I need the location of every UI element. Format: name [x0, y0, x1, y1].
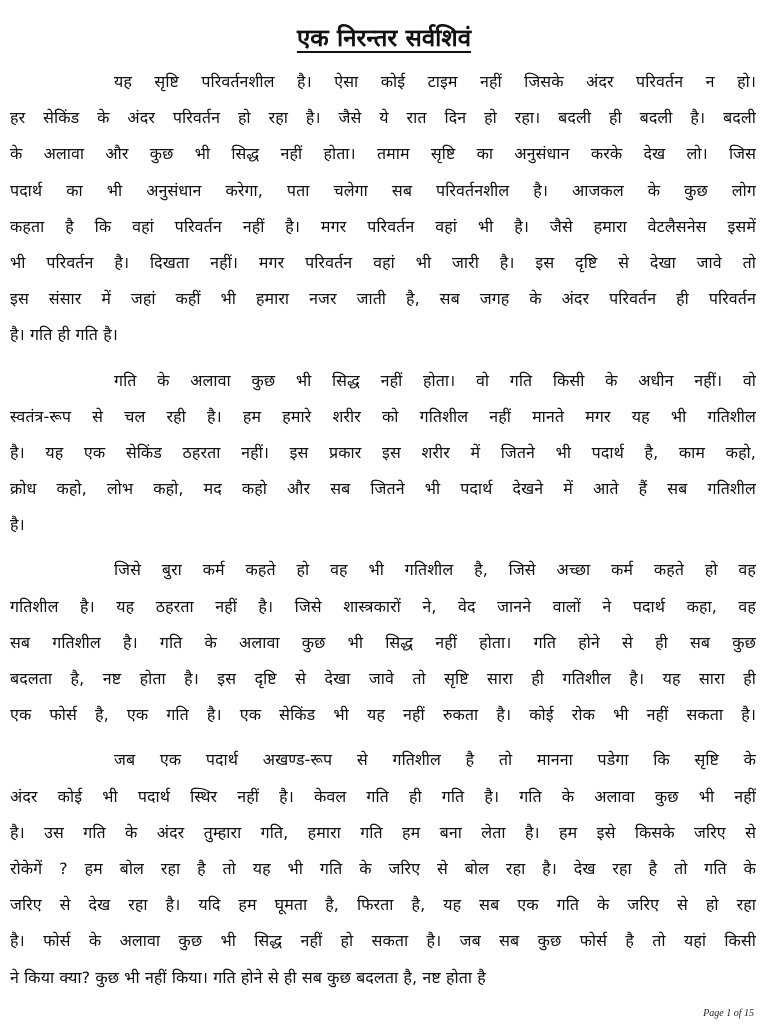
text-line: रोकेगें ? हम बोल रहा है तो यह भी गति के जरिए से बोल रहा है। देख रहा है तो गति के — [10, 858, 756, 878]
text-line: इस संसार में जहां कहीं भी हमारा नजर जाती है, सब जगह के अंदर परिवर्तन ही परिवर्तन — [10, 289, 756, 309]
text-line: है। फोर्स के अलावा कुछ भी सिद्ध नहीं हो सकता है। जब सब कुछ फोर्स है तो यहां किसी — [10, 931, 756, 951]
document-body — [10, 64, 756, 1005]
text-line: कहता है कि वहां परिवर्तन नहीं है। मगर परिवर्तन वहां भी है। जैसे हमारा वेटलैसनेस इसमें — [10, 216, 756, 236]
text-line: ने किया क्या? कुछ भी नहीं किया। गति होने से ही सब कुछ बदलता है, नष्ट होता है — [10, 967, 486, 987]
text-line: है। — [10, 515, 25, 535]
text-line: अंदर कोई भी पदार्थ स्थिर नहीं है। केवल गति ही गति है। गति के अलावा कुछ भी नहीं — [10, 786, 756, 806]
text-line: है। उस गति के अंदर तुम्हारा गति, हमारा गति हम बना लेता है। हम इसे किसके जरिए से — [10, 822, 756, 842]
text-line: जब एक पदार्थ अखण्ड-रूप से गतिशील है तो मानना पडेगा कि सृष्टि के — [114, 750, 756, 770]
text-line: सब गतिशील है। गति के अलावा कुछ भी सिद्ध नहीं होता। गति होने से ही सब कुछ — [10, 632, 756, 652]
text-line: क्रोध कहो, लोभ कहो, मद कहो और सब जितने भी पदार्थ देखने में आते हैं सब गतिशील — [10, 479, 756, 499]
text-line: एक फोर्स है, एक गति है। एक सेकिंड भी यह नहीं रुकता है। कोई रोक भी नहीं सकता है। — [10, 705, 756, 725]
text-line: जिसे बुरा कर्म कहते हो वह भी गतिशील है, जिसे अच्छा कर्म कहते हो वह — [114, 560, 756, 580]
text-line: बदलता है, नष्ट होता है। इस दृष्टि से देखा जावे तो सृष्टि सारा ही गतिशील है। यह सारा ही — [10, 669, 756, 688]
text-line: गतिशील है। यह ठहरता नहीं है। जिसे शास्त्रकारों ने, वेद जानने वालों ने पदार्थ कहा, वह — [10, 596, 756, 616]
text-line: है। यह एक सेकिंड ठहरता नहीं। इस प्रकार इस शरीर में जितने भी पदार्थ है, काम कहो, — [10, 442, 756, 462]
paragraph-3 — [10, 552, 756, 733]
text-line: यह सृष्टि परिवर्तनशील है। ऐसा कोई टाइम नहीं जिसके अंदर परिवर्तन न हो। — [114, 72, 756, 91]
text-line: पदार्थ का भी अनुसंधान करेगा, पता चलेगा सब परिवर्तनशील है। आजकल के कुछ लोग — [10, 180, 756, 200]
paragraph-2 — [10, 363, 756, 544]
text-line: गति के अलावा कुछ भी सिद्ध नहीं होता। वो गति किसी के अधीन नहीं। वो — [114, 370, 756, 390]
text-line: है। गति ही गति है। — [10, 325, 118, 345]
page-title-text: एक निरन्तर सर्वशिवं — [296, 24, 472, 52]
text-line: भी परिवर्तन है। दिखता नहीं। मगर परिवर्तन वहां भी जारी है। इस दृष्टि से देखा जावे तो — [10, 252, 756, 272]
text-line: हर सेकिंड के अंदर परिवर्तन हो रहा है। जैसे ये रात दिन हो रहा। बदली ही बदली है। बदली — [10, 108, 756, 128]
page-title — [0, 20, 768, 56]
page-number: Page 1 of 15 — [703, 1008, 754, 1019]
text-line: के अलावा और कुछ भी सिद्ध नहीं होता। तमाम सृष्टि का अनुसंधान करके देख लो। जिस — [10, 144, 756, 164]
paragraph-4 — [10, 742, 756, 995]
paragraph-1 — [10, 64, 756, 354]
text-line: स्वतंत्र-रूप से चल रही है। हम हमारे शरीर को गतिशील नहीं मानते मगर यह भी गतिशील — [10, 406, 756, 426]
text-line: जरिए से देख रहा है। यदि हम घूमता है, फिरता है, यह सब एक गति के जरिए से हो रहा — [10, 895, 756, 915]
